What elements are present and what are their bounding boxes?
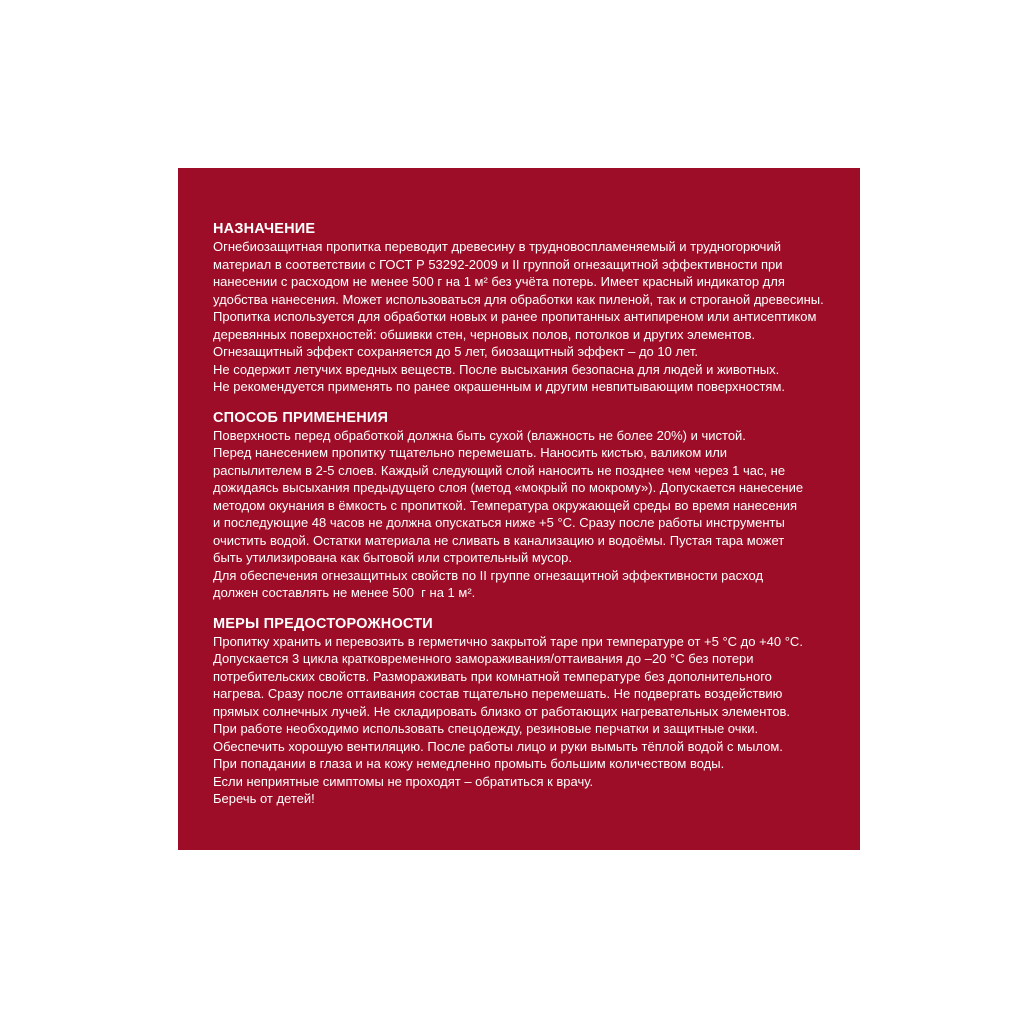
section-heading: НАЗНАЧЕНИЕ (213, 221, 316, 237)
body-line: методом окунания в ёмкость с пропиткой. Температура окружающей среды во время нанесения (213, 497, 798, 513)
body-line: удобства нанесения. Может использоваться для обработки как пиленой, так и строганой древесины. (213, 291, 824, 307)
body-line: дожидаясь высыхания предыдущего слоя (метод «мокрый по мокрому»). Допускается нанесение (213, 480, 804, 495)
body-line: нагрева. Сразу после оттаивания состав тщательно перемешать. Не подвергать воздействию (213, 686, 783, 701)
section-heading: МЕРЫ ПРЕДОСТОРОЖНОСТИ (213, 615, 433, 632)
section-heading: СПОСОБ ПРИМЕНЕНИЯ (213, 409, 389, 426)
body-line: деревянных поверхностей: обшивки стен, черновых полов, потолков и других элементов. (213, 326, 756, 342)
product-label-panel (178, 168, 860, 850)
body-line: Не рекомендуется применять по ранее окрашенным и другим невпитывающим поверхностям. (213, 379, 785, 394)
section-precautions (213, 615, 834, 808)
body-line: Перед нанесением пропитку тщательно перемешать. Наносить кистью, валиком или (213, 445, 728, 460)
body-line: должен составлять не менее 500 г на 1 м². (213, 585, 476, 600)
body-line: Огнебиозащитная пропитка переводит древесину в трудновоспламеняемый и трудногорючий (213, 239, 781, 254)
body-line: быть утилизирована как бытовой или строительный мусор. (213, 550, 572, 565)
body-line: Для обеспечения огнезащитных свойств по II группе огнезащитной эффективности расход (213, 567, 764, 583)
body-line: прямых солнечных лучей. Не складировать близко от работающих нагревательных элементов. (213, 703, 790, 719)
body-line: материал в соответствии с ГОСТ Р 53292-2009 и II группой огнезащитной эффективности при (213, 256, 783, 272)
body-line: и последующие 48 часов не должна опускаться ниже +5 °С. Сразу после работы инструменты (213, 515, 785, 530)
body-line: Допускается 3 цикла кратковременного замораживания/оттаивания до –20 °С без потери (213, 651, 754, 666)
body-line: распылителем в 2-5 слоев. Каждый следующий слой наносить не позднее чем через 1 час, не (213, 462, 786, 478)
body-line: потребительских свойств. Размораживать при комнатной температуре без дополнительного (213, 668, 772, 684)
body-line: Пропитку хранить и перевозить в герметично закрытой таре при температуре от +5 °С до +40 °С. (213, 633, 803, 649)
body-line: Если неприятные симптомы не проходят – обратиться к врачу. (213, 773, 594, 789)
body-line: При работе необходимо использовать спецодежду, резиновые перчатки и защитные очки. (213, 721, 759, 736)
body-line: Обеспечить хорошую вентиляцию. После работы лицо и руки вымыть тёплой водой с мылом. (213, 738, 783, 754)
body-line: Огнезащитный эффект сохраняется до 5 лет, биозащитный эффект – до 10 лет. (213, 344, 698, 359)
body-line: Не содержит летучих вредных веществ. После высыхания безопасна для людей и животных. (213, 361, 780, 377)
body-line: Поверхность перед обработкой должна быть сухой (влажность не более 20%) и чистой. (213, 427, 746, 443)
body-line: очистить водой. Остатки материала не сливать в канализацию и водоёмы. Пустая тара может (213, 532, 785, 548)
section-purpose (213, 220, 834, 396)
body-line: Пропитка используется для обработки новых и ранее пропитанных антипиреном или антисептиком (213, 309, 817, 324)
section-application (213, 409, 834, 602)
body-line: Беречь от детей! (213, 791, 315, 806)
body-line: При попадании в глаза и на кожу немедленно промыть большим количеством воды. (213, 756, 725, 771)
body-line: нанесении с расходом не менее 500 г на 1 м² без учёта потерь. Имеет красный индикатор для (213, 274, 785, 289)
